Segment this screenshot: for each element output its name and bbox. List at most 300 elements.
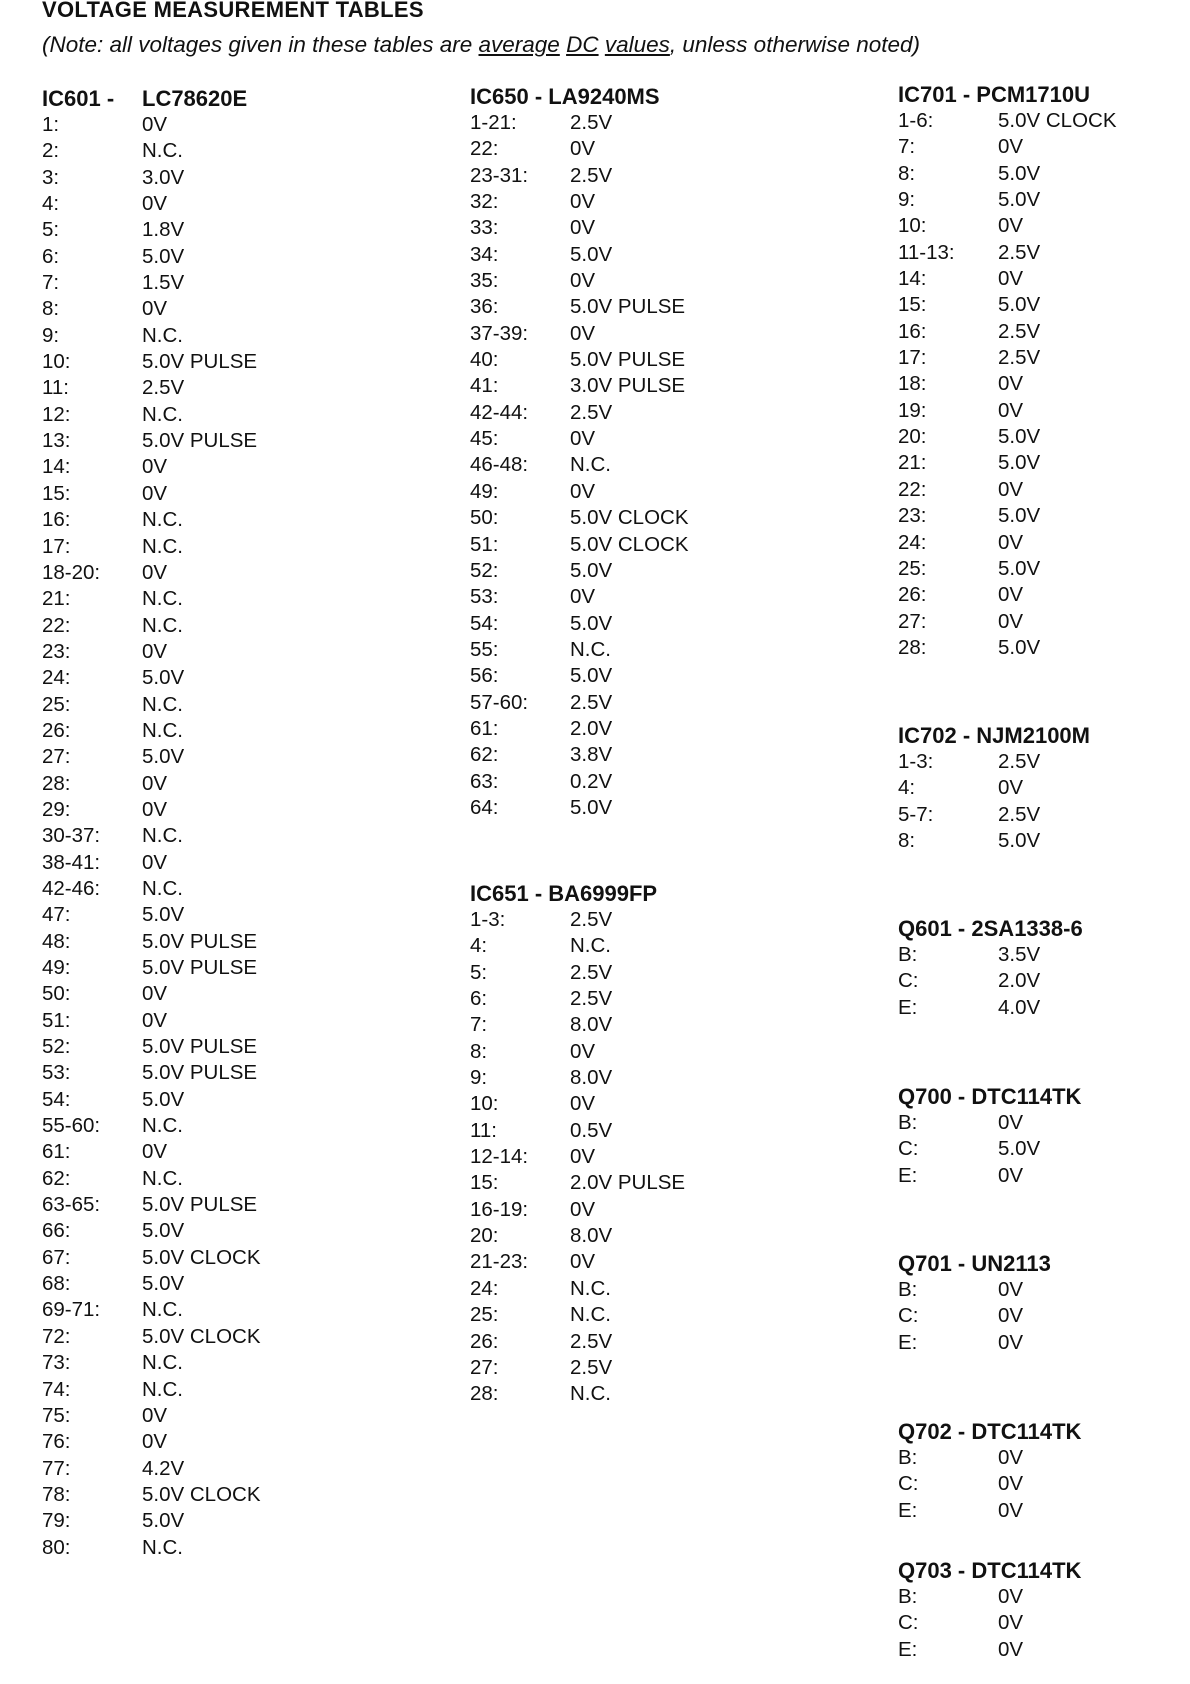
pin-label: 69-71: [42, 1298, 101, 1322]
voltage-value: 5.0V [142, 1219, 185, 1243]
pin-label: 73: [42, 1351, 71, 1375]
voltage-value: 0V [142, 1430, 168, 1454]
voltage-value: 5.0V CLOCK [998, 109, 1117, 132]
pin-row [42, 112, 261, 138]
pin-label: 61: [42, 1140, 71, 1164]
pin-label: 35: [470, 269, 499, 293]
table-q703 [898, 1558, 1081, 1663]
pin-row [42, 665, 261, 691]
pin-label: 42-46: [42, 876, 101, 900]
voltage-value: 2.0V [570, 716, 613, 740]
pin-row [470, 1276, 685, 1302]
pin-row [42, 428, 261, 454]
table-ic601 [42, 86, 261, 1561]
part-number: DTC114TK [971, 1558, 1082, 1583]
pin-label: 56: [470, 664, 499, 688]
pin-label: 8: [898, 829, 916, 853]
pin-label: 5: [470, 960, 488, 984]
pin-row [470, 1302, 685, 1328]
voltage-value: 0V [570, 1039, 596, 1063]
voltage-value: 0V [142, 639, 168, 663]
pin-row [898, 398, 1117, 424]
part-number: PCM1710U [976, 82, 1090, 107]
component-ref: Q700 - [898, 1084, 966, 1109]
pin-label: B: [898, 1446, 918, 1469]
pin-label: 45: [470, 427, 499, 451]
voltage-value: 0V [142, 1008, 168, 1032]
pin-label: E: [898, 995, 918, 1019]
pin-row [470, 452, 689, 478]
pin-row [42, 744, 261, 770]
voltage-value: 2.5V [570, 400, 613, 424]
pin-row [42, 718, 261, 744]
voltage-value: 5.0V CLOCK [570, 506, 689, 530]
voltage-value: 0V [142, 481, 168, 505]
table-heading [898, 82, 1117, 108]
pin-label: 49: [470, 479, 499, 503]
voltage-value: 0V [998, 1637, 1024, 1661]
voltage-value: 3.5V [998, 943, 1041, 966]
pin-row [42, 1456, 261, 1482]
pin-label: 37-39: [470, 321, 529, 345]
voltage-value: 8.0V [570, 1013, 613, 1037]
voltage-value: 5.0V [998, 556, 1041, 580]
pin-row [42, 929, 261, 955]
pin-label: 53: [470, 585, 499, 609]
voltage-value: 0V [570, 1092, 596, 1116]
voltage-value: 5.0V [570, 611, 613, 635]
voltage-value: 0V [570, 1145, 596, 1169]
pin-row [898, 530, 1117, 556]
pin-label: 9: [42, 323, 60, 347]
voltage-value: 8.0V [570, 1224, 613, 1248]
voltage-value: 0V [142, 982, 168, 1006]
component-ref: IC701 - [898, 82, 971, 107]
pin-row [898, 1277, 1051, 1303]
pin-label: B: [898, 1278, 918, 1301]
pin-row [898, 1110, 1081, 1136]
pin-row [898, 582, 1117, 608]
voltage-value: 5.0V PULSE [142, 956, 258, 979]
pin-row [470, 505, 689, 531]
voltage-value: 5.0V CLOCK [142, 1245, 261, 1269]
pin-label: 27: [42, 745, 71, 769]
voltage-value: N.C. [570, 1276, 611, 1300]
pin-label: 2: [42, 139, 60, 163]
voltage-value: 2.5V [998, 240, 1041, 264]
pin-label: 9: [470, 1066, 488, 1090]
pin-label: 11: [470, 1118, 497, 1142]
pin-row [470, 1170, 685, 1196]
pin-row [42, 823, 261, 849]
voltage-value: 0V [142, 771, 168, 795]
pin-row [470, 716, 689, 742]
pin-row [898, 556, 1117, 582]
table-q701 [898, 1251, 1051, 1356]
pin-row [470, 1118, 685, 1144]
pin-label: 12-14: [470, 1145, 529, 1169]
pin-label: C: [898, 1611, 919, 1635]
pin-label: 27: [898, 609, 927, 633]
voltage-value: 0V [142, 560, 168, 584]
pin-row [470, 242, 689, 268]
pin-row [42, 1008, 261, 1034]
component-ref: IC702 - [898, 723, 971, 748]
voltage-value: 5.0V [998, 635, 1041, 659]
pin-label: 22: [470, 137, 499, 161]
voltage-value: N.C. [570, 1382, 611, 1406]
pin-label: 19: [898, 398, 927, 422]
table-ic650 [470, 84, 689, 821]
pin-row [898, 1136, 1081, 1162]
pin-label: B: [898, 1111, 918, 1134]
voltage-value: 5.0V [142, 244, 185, 268]
part-number: DTC114TK [971, 1419, 1082, 1444]
voltage-value: 3.0V PULSE [570, 374, 686, 398]
voltage-value: N.C. [142, 1114, 183, 1138]
pin-row [898, 371, 1117, 397]
pin-label: 5: [42, 218, 60, 242]
voltage-value: 5.0V PULSE [142, 429, 258, 453]
pin-label: E: [898, 1498, 918, 1522]
table-heading [898, 1084, 1081, 1110]
pin-row [898, 749, 1090, 775]
pin-row [470, 1144, 685, 1170]
pin-label: 78: [42, 1482, 71, 1506]
pin-label: 22: [898, 477, 927, 501]
voltage-value: 0V [998, 372, 1024, 396]
voltage-value: 0V [998, 1111, 1024, 1134]
voltage-value: 5.0V PULSE [142, 1035, 258, 1059]
pin-row [42, 1192, 261, 1218]
voltage-value: 3.8V [570, 743, 613, 767]
pin-row [898, 187, 1117, 213]
part-number: LA9240MS [548, 84, 660, 109]
voltage-value: 0V [570, 479, 596, 503]
voltage-value: 0V [570, 427, 596, 451]
pin-label: 48: [42, 929, 71, 953]
pin-label: 52: [470, 558, 499, 582]
pin-label: E: [898, 1163, 918, 1187]
pin-row [898, 213, 1117, 239]
voltage-value: 2.5V [998, 802, 1041, 826]
voltage-value: 0V [570, 585, 596, 609]
pin-label: 32: [470, 190, 499, 214]
pin-label: 8: [470, 1039, 488, 1063]
pin-label: 12: [42, 402, 71, 426]
pin-label: 33: [470, 216, 499, 240]
component-ref: IC651 - [470, 881, 543, 906]
pin-row [42, 165, 261, 191]
pin-row [898, 266, 1117, 292]
voltage-value: 2.5V [998, 319, 1041, 343]
pin-label: 25: [898, 556, 927, 580]
pin-label: 16: [898, 319, 927, 343]
pin-row [42, 1297, 261, 1323]
pin-label: 1-3: [470, 908, 506, 931]
voltage-value: 5.0V [142, 903, 185, 927]
pin-row [42, 771, 261, 797]
pin-label: 7: [470, 1013, 488, 1037]
voltage-value: N.C. [142, 824, 183, 848]
voltage-value: N.C. [142, 1298, 183, 1322]
pin-label: 10: [470, 1092, 499, 1116]
pin-row [470, 1197, 685, 1223]
pin-row [470, 1381, 685, 1407]
pin-row [898, 345, 1117, 371]
pin-label: 18: [898, 372, 927, 396]
pin-label: 8: [898, 161, 916, 185]
voltage-value: 0V [998, 1304, 1024, 1328]
pin-row [42, 296, 261, 322]
pin-row [42, 1324, 261, 1350]
table-q601 [898, 916, 1083, 1021]
pin-label: 62: [470, 743, 499, 767]
pin-label: 24: [898, 530, 927, 554]
pin-label: 4: [470, 934, 488, 958]
pin-row [42, 1245, 261, 1271]
voltage-value: 0V [142, 113, 168, 136]
table-ic702 [898, 723, 1090, 854]
pin-label: 54: [470, 611, 499, 635]
pin-row [470, 136, 689, 162]
pin-label: B: [898, 1585, 918, 1608]
pin-row [42, 1429, 261, 1455]
pin-row [898, 635, 1117, 661]
pin-label: 7: [898, 135, 916, 159]
table-heading [898, 1558, 1081, 1584]
pin-row [898, 1445, 1081, 1471]
voltage-value: 0V [142, 1140, 168, 1164]
pin-label: 22: [42, 613, 71, 637]
voltage-value: 0V [570, 321, 596, 345]
pin-label: 36: [470, 295, 499, 319]
pin-row [470, 268, 689, 294]
pin-label: E: [898, 1330, 918, 1354]
pin-row [898, 828, 1090, 854]
pin-row [470, 933, 685, 959]
pin-label: C: [898, 1304, 919, 1328]
pin-label: 11-13: [898, 240, 955, 264]
pin-row [898, 1303, 1051, 1329]
pin-row [42, 270, 261, 296]
pin-row [470, 1223, 685, 1249]
pin-row [898, 477, 1117, 503]
pin-label: 23: [898, 504, 927, 528]
voltage-value: N.C. [142, 1535, 183, 1559]
pin-row [42, 797, 261, 823]
pin-label: B: [898, 943, 918, 966]
pin-label: 15: [470, 1171, 499, 1195]
pin-label: 75: [42, 1403, 71, 1427]
pin-label: C: [898, 969, 919, 993]
voltage-value: N.C. [142, 1166, 183, 1190]
voltage-value: 2.5V [998, 750, 1041, 773]
pin-label: 20: [898, 425, 927, 449]
pin-label: 25: [470, 1303, 499, 1327]
pin-row [470, 373, 689, 399]
pin-label: 34: [470, 242, 499, 266]
pin-row [42, 850, 261, 876]
table-q702 [898, 1419, 1081, 1524]
pin-row [470, 479, 689, 505]
pin-row [42, 507, 261, 533]
pin-row [42, 1403, 261, 1429]
pin-label: 55-60: [42, 1114, 101, 1138]
pin-label: 10: [42, 350, 71, 374]
voltage-value: 8.0V [570, 1066, 613, 1090]
voltage-value: 5.0V [142, 666, 185, 690]
table-ic651 [470, 881, 685, 1408]
voltage-value: 0V [142, 455, 168, 479]
pin-row [470, 215, 689, 241]
voltage-value: 0V [570, 1197, 596, 1221]
pin-label: 24: [470, 1276, 499, 1300]
pin-row [470, 769, 689, 795]
voltage-value: 5.0V [998, 293, 1041, 317]
pin-row [42, 560, 261, 586]
pin-row [470, 663, 689, 689]
pin-row [898, 424, 1117, 450]
voltage-value: N.C. [570, 453, 611, 477]
component-ref: Q701 - [898, 1251, 966, 1276]
pin-row [470, 690, 689, 716]
pin-row [42, 244, 261, 270]
voltage-value: 0V [998, 267, 1024, 291]
pin-row [470, 960, 685, 986]
pin-label: 4: [42, 192, 60, 216]
pin-row [470, 1039, 685, 1065]
voltage-value: 5.0V [570, 795, 613, 819]
pin-label: E: [898, 1637, 918, 1661]
pin-label: 1-21: [470, 111, 517, 134]
pin-row [470, 584, 689, 610]
voltage-value: 5.0V PULSE [570, 348, 686, 372]
pin-row [470, 637, 689, 663]
pin-row [42, 1271, 261, 1297]
pin-label: 74: [42, 1377, 71, 1401]
pin-label: 4: [898, 776, 916, 800]
pin-row [470, 321, 689, 347]
pin-label: 1: [42, 113, 60, 136]
pin-label: 51: [42, 1008, 71, 1032]
pin-label: 3: [42, 165, 60, 189]
pin-row [470, 163, 689, 189]
voltage-value: 5.0V PULSE [142, 350, 258, 374]
pin-label: 5-7: [898, 802, 934, 826]
pin-row [470, 795, 689, 821]
voltage-value: N.C. [142, 323, 183, 347]
pin-label: 30-37: [42, 824, 101, 848]
voltage-value: 0V [142, 850, 168, 874]
pin-label: 68: [42, 1272, 71, 1296]
pin-row [42, 454, 261, 480]
pin-label: 28: [42, 771, 71, 795]
pin-row [898, 1637, 1081, 1663]
pin-label: 67: [42, 1245, 71, 1269]
table-heading [42, 86, 261, 112]
voltage-value: 5.0V [142, 1272, 185, 1296]
pin-label: 18-20: [42, 560, 101, 584]
pin-row [42, 1377, 261, 1403]
voltage-value: 5.0V PULSE [570, 295, 686, 319]
pin-row [42, 586, 261, 612]
voltage-value: 0V [142, 192, 168, 216]
pin-label: 14: [898, 267, 927, 291]
component-ref: Q702 - [898, 1419, 966, 1444]
pin-label: 40: [470, 348, 499, 372]
voltage-value: 0V [142, 797, 168, 821]
pin-row [898, 775, 1090, 801]
pin-row [470, 426, 689, 452]
pin-label: 15: [898, 293, 927, 317]
pin-row [470, 1091, 685, 1117]
component-ref: Q601 - [898, 916, 966, 941]
pin-label: 80: [42, 1535, 71, 1559]
pin-row [898, 1610, 1081, 1636]
pin-label: C: [898, 1137, 919, 1161]
part-number: LC78620E [142, 86, 248, 111]
pin-row [42, 191, 261, 217]
pin-label: 26: [470, 1329, 499, 1353]
pin-label: 66: [42, 1219, 71, 1243]
table-ic701 [898, 82, 1117, 661]
voltage-value: 2.0V PULSE [570, 1171, 686, 1195]
pin-label: 8: [42, 297, 60, 321]
pin-row [470, 189, 689, 215]
pin-label: 1-6: [898, 109, 934, 132]
pin-row [898, 1584, 1081, 1610]
pin-row [470, 347, 689, 373]
voltage-value: 5.0V [998, 188, 1041, 212]
pin-row [42, 692, 261, 718]
voltage-value: N.C. [570, 637, 611, 661]
voltage-value: N.C. [142, 876, 183, 900]
voltage-value: 1.5V [142, 271, 185, 295]
component-ref: IC650 - [470, 84, 543, 109]
pin-label: 23-31: [470, 163, 529, 187]
voltage-value: 0V [998, 530, 1024, 554]
pin-label: 50: [42, 982, 71, 1006]
pin-row [898, 134, 1117, 160]
pin-label: 46-48: [470, 453, 529, 477]
voltage-value: 2.5V [570, 960, 613, 984]
table-heading [898, 1251, 1051, 1277]
voltage-value: 2.5V [570, 1355, 613, 1379]
note [42, 32, 920, 58]
pin-label: 21: [42, 587, 71, 611]
pin-label: 26: [42, 718, 71, 742]
pin-label: 6: [470, 987, 488, 1011]
pin-label: 47: [42, 903, 71, 927]
pin-row [898, 968, 1083, 994]
voltage-value: 0V [998, 1498, 1024, 1522]
voltage-value: N.C. [142, 718, 183, 742]
pin-row [42, 1482, 261, 1508]
pin-label: 23: [42, 639, 71, 663]
voltage-value: 0V [570, 137, 596, 161]
voltage-value: 2.5V [570, 987, 613, 1011]
pin-row [898, 292, 1117, 318]
voltage-value: 3.0V [142, 165, 185, 189]
pin-row [898, 1471, 1081, 1497]
pin-row [470, 1065, 685, 1091]
voltage-value: 0V [998, 1611, 1024, 1635]
pin-row [898, 503, 1117, 529]
pin-label: 72: [42, 1324, 71, 1348]
pin-row [42, 534, 261, 560]
voltage-value: 5.0V [570, 242, 613, 266]
